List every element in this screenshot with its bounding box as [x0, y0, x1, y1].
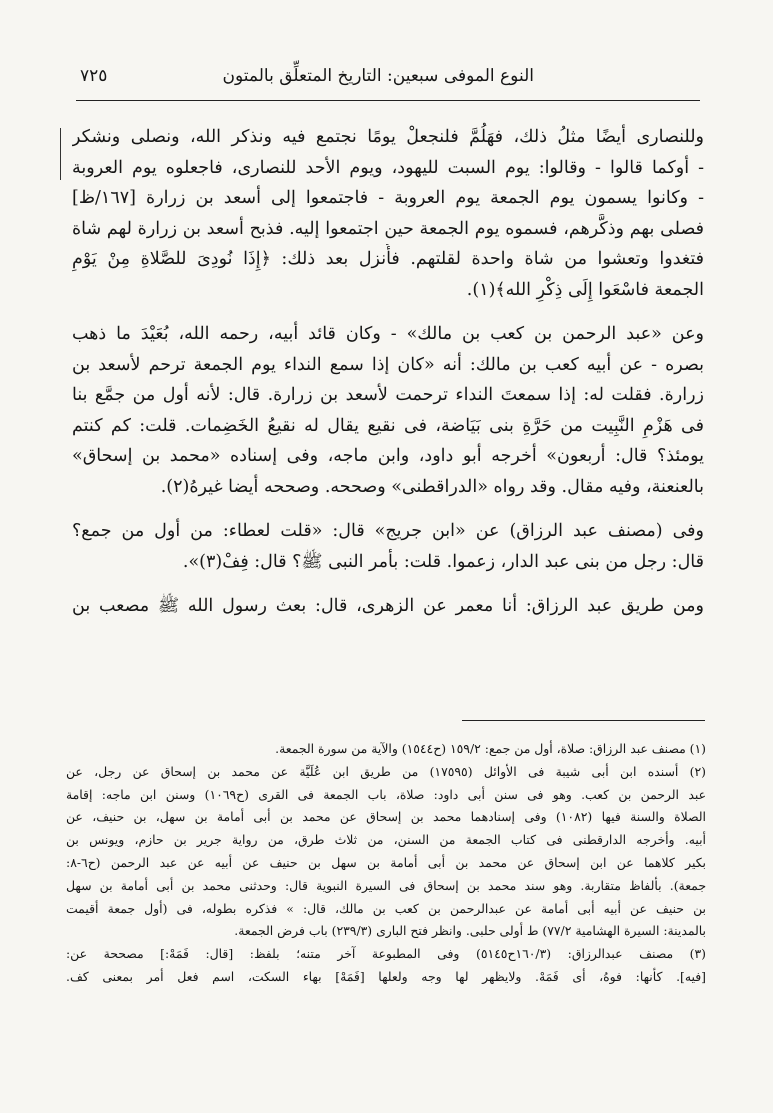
- footnote-1: [66, 738, 706, 761]
- footnotes: [66, 738, 706, 989]
- footnote-line: جمعة). بألفاظ متقاربة. وهو سند محمد بن إسحاق فى السيرة النبوية قال: وحدثنى محمد بن أبى أمامة بن سهل: [66, 877, 706, 893]
- footnote-line: بكير كلاهما عن ابن إسحاق عن محمد بن أبى أمامة بن سهل بن حنيف عن أبيه عن عبد الرحمن (ح٦-٨:: [66, 854, 706, 870]
- page-number: ٧٢٥: [80, 66, 108, 86]
- footnote-line: عبد الرحمن بن كعب. وهو فى سنن أبى داود: صلاة، باب الجمعة فى القرى (ح١٠٦٩) وسنن ابن ماجه: إقامة: [66, 786, 706, 802]
- text-line: فى هَزْمِ النَّبِيت من حَرَّةِ بنى بَيَاضة، فى نقيع يقال له نقيعُ الخَضِمات. قلت: كم كنتم: [72, 415, 704, 436]
- text-line: - وكانوا يسمون يوم الجمعة يوم العروبة - فاجتمعوا إلى أسعد بن زرارة [١٦٧/ظ]: [72, 188, 704, 208]
- running-title: النوع الموفى سبعين: التاريخ المتعلِّق بالمتون: [222, 66, 534, 86]
- text-line: فصلى بهم وذكَّرهم، فسموه يوم الجمعة حين اجتمعوا إليه. فذبح أسعد بن زرارة لهم شاة: [72, 218, 704, 239]
- text-line: - أوكما قالوا - وقالوا: يوم السبت لليهود، ويوم الأحد للنصارى، فاجعلوه يوم العروبة: [72, 157, 704, 178]
- paragraph-zuhri: [72, 591, 704, 622]
- footnote-line: (١) مصنف عبد الرزاق: صلاة، أول من جمع: ١٥٩/٢ (ح١٥٤٤) والآية من سورة الجمعة.: [275, 741, 706, 756]
- text-line: وعن «عبد الرحمن بن كعب بن مالك» - وكان قائد أبيه، رحمه الله، بُعَيْدَ ما ذهب: [72, 324, 704, 344]
- text-line: قال: رجل من بنى عبد الدار، زعموا. قلت: بأمر النبى ﷺ؟ قال: فِفْ(٣)».: [182, 551, 704, 572]
- text-line: بالعنعنة، وفيه مقال. وقد رواه «الدراقطنى» وصححه. وصححه أيضا غيرهُ(٢).: [160, 476, 704, 497]
- text-line: ومن طريق عبد الرزاق: أنا معمر عن الزهرى، قال: بعث رسول الله ﷺ مصعب بن: [72, 596, 704, 616]
- text-line: بصره - عن أبيه كعب بن مالك: أنه «كان إذا سمع النداء يوم الجمعة ترحم لأسعد بن: [72, 354, 704, 375]
- footnote-line: أبيه. وأخرجه الدارقطنى فى كتاب الجمعة من السنن، من ثلاث طرق، من رواية جرير بن حازم، ويونس بن: [66, 832, 706, 848]
- text-line: الجمعة فاسْعَوا إِلَى ذِكْرِ الله﴾(١).: [466, 279, 704, 300]
- footnote-line: بالمدينة: السيرة الهشامية ٧٧/٢) ط أولى حلبى. وانظر فتح البارى (٢٣٩/٣) باب فرض الجمعة.: [234, 923, 706, 939]
- margin-mark: [60, 128, 61, 180]
- footnote-line: (٣) مصنف عبدالرزاق: (١٦٠/٣ح٥١٤٥) وفى المطبوعة آخر متنه؛ بلفظ: [قال: فَمَهْ:] مصححة عن:: [66, 946, 706, 962]
- text-line: فتغدوا وتعشوا من شاة واحدة لقلتهم. فأُنزل بعد ذلك: ﴿إِذَا نُودِىَ للصَّلاةِ مِنْ يَوْمِ: [72, 249, 704, 269]
- paragraph-jumuah-origin: [72, 122, 704, 305]
- footnote-line: بن حنيف عن أبيه أبى أمامة عن عبدالرحمن بن كعب بن مالك، قال: » فذكره بطوله، فى (أول جمعة أقيمت: [66, 900, 706, 916]
- footnote-line: الصلاة والسنة فيها (١٠٨٢) وفى إسنادهما محمد بن إسحاق عن محمد بن أبى أمامة بن سهل، بن حنيف، عن: [66, 809, 706, 825]
- text-line: يومئذ؟ قال: أربعون» أخرجه أبو داود، وابن ماجه، وفى إسناده «محمد بن إسحاق»: [72, 446, 704, 466]
- footnote-2: [66, 761, 706, 943]
- footnote-line: (٢) أسنده ابن أبى شيبة فى الأوائل (١٧٥٩٥) من طريق ابن عُلَيَّة عن محمد بن إسحاق عن رجل، عن: [66, 763, 706, 779]
- text-line: وفى (مصنف عبد الرزاق) عن «ابن جريج» قال: «قلت لعطاء: من أول من جمع؟: [72, 521, 704, 541]
- footnote-line: [فيه]. كأنها: فوهُ، أى فَمَهْ. ولايظهر لها وجه ولعلها [فَمَهْ] بهاء السكت، اسم فعل أمر بمعنى كف.: [66, 968, 706, 984]
- running-header: [76, 64, 702, 94]
- paragraph-kaab-bin-malik: [72, 319, 704, 502]
- text-line: وللنصارى أيضًا مثلُ ذلك، فهَلُمَّ فلنجعلْ يومًا نجتمع فيه ونذكر الله، ونصلى ونشكر: [72, 127, 704, 147]
- header-rule: [76, 100, 700, 101]
- text-line: زرارة. فقلت له: إذا سمعتَ النداء ترحمت لأسعد بن زرارة. قال: لأنه أول من جمَّع بنا: [72, 385, 704, 405]
- footnote-3: [66, 943, 706, 989]
- footnote-rule: [462, 720, 705, 721]
- main-text: [72, 122, 704, 622]
- paragraph-musannaf-abdulrazzaq: [72, 516, 704, 577]
